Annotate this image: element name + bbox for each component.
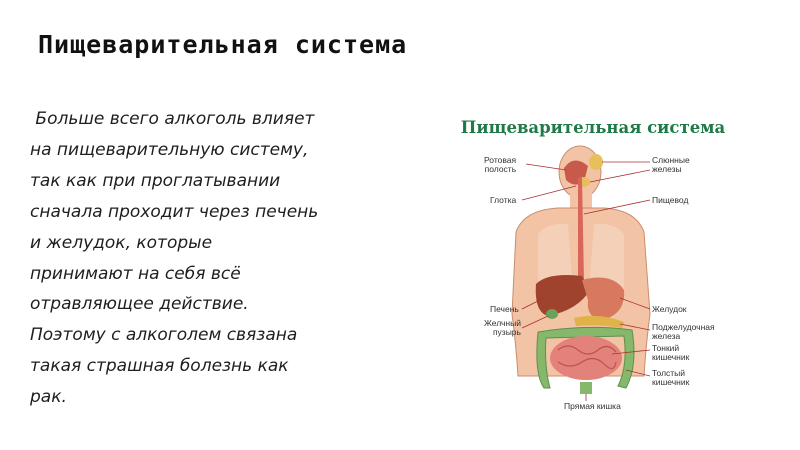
- label-mouth: Ротовая полость: [484, 155, 517, 174]
- anatomy-illustration: [398, 104, 788, 416]
- slide-body-text: Больше всего алкоголь влияет на пищеварительную систему, так как при проглатывании сначала проходит через печень и желудок, которые принимают на себя всё отравляющее действие. Поэтому с алкоголем связана такая страшная болезнь как рак.: [30, 109, 319, 408]
- label-gallbladder: Желчный пузырь: [484, 318, 521, 337]
- label-pharynx: Глотка: [490, 195, 517, 205]
- label-esophagus: Пищевод: [652, 195, 689, 205]
- label-liver: Печень: [490, 304, 519, 314]
- gallbladder-shape: [546, 309, 558, 319]
- label-small-intestine: Тонкий кишечник: [652, 343, 690, 362]
- label-large-intestine: Толстый кишечник: [652, 368, 690, 387]
- figure-title: Пищеварительная система: [460, 118, 726, 137]
- salivary-glands-shape: [589, 154, 603, 170]
- digestive-system-figure: [398, 104, 788, 416]
- slide-title: Пищеварительная система: [38, 30, 408, 59]
- label-rectum: Прямая кишка: [564, 401, 621, 411]
- label-pancreas: Поджелудочная железа: [652, 322, 715, 341]
- label-stomach: Желудок: [652, 304, 687, 314]
- small-intestine-shape: [550, 336, 622, 380]
- rectum-shape: [580, 382, 592, 394]
- label-salivary-glands: Слюнные железы: [652, 155, 690, 174]
